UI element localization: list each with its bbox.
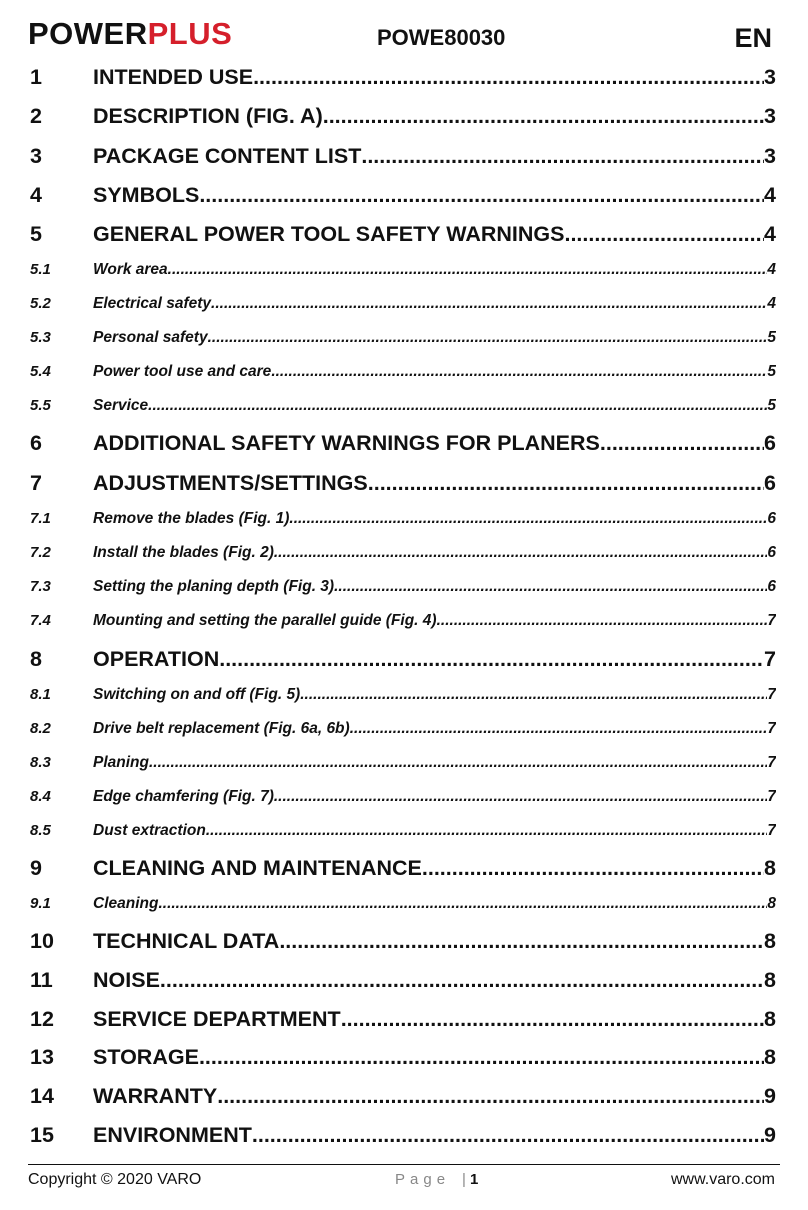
toc-entry-line: [93, 644, 776, 674]
toc-dot-leader: [160, 965, 764, 995]
toc-entry-number: 6: [30, 431, 42, 455]
toc-entry[interactable]: [0, 141, 808, 171]
toc-entry[interactable]: [0, 1004, 808, 1034]
toc-entry-line: [93, 1042, 776, 1072]
toc-entry-number: 9.1: [30, 895, 51, 912]
toc-entry[interactable]: [0, 396, 808, 416]
toc-dot-leader: [271, 362, 767, 382]
footer-divider: [28, 1164, 780, 1165]
page-separator: |: [462, 1171, 466, 1188]
toc-entry-number: 1: [30, 65, 42, 89]
toc-entry-title: SYMBOLS: [93, 183, 200, 207]
toc-entry-number: 14: [30, 1084, 54, 1108]
toc-entry-number: 8.5: [30, 822, 51, 839]
toc-entry-line: [93, 965, 776, 995]
toc-entry-title: Setting the planing depth (Fig. 3): [93, 578, 335, 595]
toc-entry-page: 4: [764, 183, 776, 207]
toc-entry-line: [93, 1081, 776, 1111]
logo-power: POWER: [28, 16, 148, 51]
toc-dot-leader: [208, 328, 768, 348]
toc-entry-title: PACKAGE CONTENT LIST: [93, 144, 362, 168]
toc-entry-title: WARRANTY: [93, 1084, 218, 1108]
toc-entry-number: 8.4: [30, 788, 51, 805]
toc-entry-page: 6: [767, 510, 776, 527]
toc-entry-line: [93, 362, 776, 382]
toc-entry-title: ADDITIONAL SAFETY WARNINGS FOR PLANERS: [93, 431, 600, 455]
toc-dot-leader: [206, 821, 768, 841]
logo-plus: PLUS: [147, 16, 233, 51]
page-header: [0, 0, 808, 62]
toc-entry-number: 8: [30, 647, 42, 671]
toc-entry-title: TECHNICAL DATA: [93, 929, 280, 953]
toc-entry[interactable]: [0, 328, 808, 348]
toc-entry-page: 4: [764, 222, 776, 246]
toc-entry-number: 12: [30, 1007, 54, 1031]
toc-entry-number: 2: [30, 104, 42, 128]
toc-entry-title: Install the blades (Fig. 2): [93, 544, 274, 561]
toc-dot-leader: [279, 926, 764, 956]
toc-entry-title: Mounting and setting the parallel guide (Fig. 4): [93, 612, 437, 629]
toc-entry[interactable]: [0, 685, 808, 705]
toc-entry[interactable]: [0, 219, 808, 249]
toc-entry[interactable]: [0, 577, 808, 597]
toc-entry-number: 11: [30, 968, 53, 992]
toc-entry-line: [93, 180, 776, 210]
toc-entry[interactable]: [0, 719, 808, 739]
toc-entry-title: ADJUSTMENTS/SETTINGS: [93, 471, 368, 495]
toc-entry-title: Personal safety: [93, 329, 208, 346]
toc-entry-page: 8: [764, 968, 776, 992]
toc-dot-leader: [368, 468, 764, 498]
toc-entry-number: 5: [30, 222, 42, 246]
toc-entry-number: 5.3: [30, 329, 51, 346]
toc-entry[interactable]: [0, 1042, 808, 1072]
toc-entry-title: ENVIRONMENT: [93, 1123, 252, 1147]
toc-dot-leader: [274, 787, 768, 807]
toc-entry-line: [93, 926, 776, 956]
toc-entry[interactable]: [0, 428, 808, 458]
toc-entry-page: 7: [764, 647, 776, 671]
toc-dot-leader: [564, 219, 764, 249]
toc-dot-leader: [217, 1081, 764, 1111]
toc-entry[interactable]: [0, 180, 808, 210]
toc-entry-number: 7: [30, 471, 42, 495]
toc-entry-line: [93, 1004, 776, 1034]
toc-entry-title: NOISE: [93, 968, 160, 992]
toc-entry-line: [93, 853, 776, 883]
toc-entry-number: 7.2: [30, 544, 51, 561]
toc-entry-number: 4: [30, 183, 42, 207]
toc-entry-line: [93, 685, 776, 705]
toc-entry-line: [93, 1120, 776, 1150]
toc-entry-line: [93, 141, 776, 171]
language-code: EN: [734, 23, 772, 53]
toc-dot-leader: [158, 894, 767, 914]
toc-entry[interactable]: [0, 260, 808, 280]
page-number: 1: [470, 1171, 479, 1188]
toc-dot-leader: [211, 294, 767, 314]
toc-entry[interactable]: [0, 644, 808, 674]
toc-entry-number: 10: [30, 929, 54, 953]
toc-dot-leader: [341, 1004, 764, 1034]
toc-entry[interactable]: [0, 509, 808, 529]
toc-entry[interactable]: [0, 468, 808, 498]
toc-entry-page: 6: [767, 578, 776, 595]
toc-entry-title: Dust extraction: [93, 822, 206, 839]
toc-entry-title: Service: [93, 397, 149, 414]
brand-logo: [28, 18, 232, 50]
toc-entry[interactable]: [0, 611, 808, 631]
toc-entry-title: Work area: [93, 261, 168, 278]
toc-entry-number: 8.2: [30, 720, 51, 737]
toc-entry-title: Electrical safety: [93, 295, 212, 312]
toc-entry-title: OPERATION: [93, 647, 220, 671]
toc-entry-page: 4: [767, 295, 776, 312]
toc-dot-leader: [437, 611, 768, 631]
toc-dot-leader: [289, 509, 767, 529]
toc-entry[interactable]: [0, 543, 808, 563]
toc-entry-page: 9: [764, 1123, 776, 1147]
toc-dot-leader: [148, 396, 767, 416]
toc-entry-title: CLEANING AND MAINTENANCE: [93, 856, 422, 880]
toc-dot-leader: [274, 543, 768, 563]
page-label: Page: [395, 1171, 451, 1188]
toc-dot-leader: [252, 1120, 764, 1150]
toc-entry-title: Drive belt replacement (Fig. 6a, 6b): [93, 720, 350, 737]
toc-entry-line: [93, 719, 776, 739]
toc-entry[interactable]: [0, 101, 808, 131]
toc-entry-line: [93, 260, 776, 280]
toc-entry-line: [93, 101, 776, 131]
toc-entry-page: 4: [767, 261, 776, 278]
model-number: POWE80030: [377, 25, 506, 50]
toc-entry-number: 5.2: [30, 295, 51, 312]
toc-entry-line: [93, 821, 776, 841]
toc-entry-number: 8.3: [30, 754, 51, 771]
toc-dot-leader: [199, 1042, 764, 1072]
toc-entry[interactable]: [0, 894, 808, 914]
toc-entry-page: 9: [764, 1084, 776, 1108]
toc-entry-title: STORAGE: [93, 1045, 199, 1069]
toc-entry[interactable]: [0, 294, 808, 314]
toc-entry-line: [93, 894, 776, 914]
toc-entry[interactable]: [0, 926, 808, 956]
toc-entry-page: 3: [764, 144, 776, 168]
toc-entry-title: Cleaning: [93, 895, 159, 912]
toc-dot-leader: [168, 260, 768, 280]
toc-entry-number: 5.5: [30, 397, 51, 414]
toc-entry-page: 3: [764, 104, 776, 128]
toc-entry-page: 7: [767, 720, 776, 737]
copyright-text: Copyright © 2020 VARO: [28, 1171, 202, 1188]
toc-entry-page: 5: [767, 397, 776, 414]
toc-entry-page: 3: [764, 65, 776, 89]
toc-entry-number: 5.1: [30, 261, 51, 278]
toc-entry-number: 3: [30, 144, 42, 168]
toc-entry-title: GENERAL POWER TOOL SAFETY WARNINGS: [93, 222, 565, 246]
toc-entry-title: SERVICE DEPARTMENT: [93, 1007, 341, 1031]
toc-entry-title: Planing: [93, 754, 149, 771]
toc-entry-line: [93, 753, 776, 773]
toc-entry-number: 7.4: [30, 612, 51, 629]
toc-entry[interactable]: [0, 1081, 808, 1111]
page-footer: [0, 1170, 808, 1194]
toc-entry-number: 15: [30, 1123, 54, 1147]
toc-entry-page: 7: [767, 612, 776, 629]
toc-entry-title: Power tool use and care: [93, 363, 272, 380]
toc-entry-line: [93, 509, 776, 529]
toc-entry[interactable]: [0, 821, 808, 841]
toc-entry-title: Remove the blades (Fig. 1): [93, 510, 290, 527]
toc-entry-line: [93, 328, 776, 348]
toc-dot-leader: [300, 685, 767, 705]
toc-entry-page: 6: [767, 544, 776, 561]
toc-entry-title: INTENDED USE: [93, 65, 254, 89]
toc-entry-page: 7: [767, 822, 776, 839]
toc-entry-line: [93, 219, 776, 249]
toc-entry-line: [93, 543, 776, 563]
toc-entry-title: Edge chamfering (Fig. 7): [93, 788, 274, 805]
toc-entry-page: 5: [767, 329, 776, 346]
toc-entry[interactable]: [0, 62, 808, 92]
toc-entry-line: [93, 468, 776, 498]
toc-entry-line: [93, 396, 776, 416]
toc-entry-page: 7: [767, 788, 776, 805]
toc-entry-page: 5: [767, 363, 776, 380]
toc-entry[interactable]: [0, 1120, 808, 1150]
toc-dot-leader: [334, 577, 767, 597]
toc-entry-page: 8: [764, 856, 776, 880]
toc-entry-number: 5.4: [30, 363, 51, 380]
toc-dot-leader: [600, 428, 764, 458]
toc-entry-page: 8: [764, 1007, 776, 1031]
toc-entry-line: [93, 577, 776, 597]
toc-dot-leader: [350, 719, 768, 739]
toc-entry-number: 8.1: [30, 686, 51, 703]
toc-entry-number: 7.1: [30, 510, 51, 527]
toc-entry[interactable]: [0, 787, 808, 807]
toc-entry-page: 7: [767, 754, 776, 771]
toc-entry-number: 9: [30, 856, 42, 880]
toc-entry[interactable]: [0, 753, 808, 773]
toc-dot-leader: [199, 180, 764, 210]
website-link[interactable]: www.varo.com: [670, 1171, 775, 1188]
toc-entry-number: 13: [30, 1045, 54, 1069]
toc-entry-page: 6: [764, 431, 776, 455]
toc-entry-page: 6: [764, 471, 776, 495]
toc-entry[interactable]: [0, 965, 808, 995]
toc-dot-leader: [361, 141, 764, 171]
toc-entry-page: 8: [764, 1045, 776, 1069]
toc-dot-leader: [253, 62, 764, 92]
toc-dot-leader: [422, 853, 764, 883]
toc-dot-leader: [219, 644, 764, 674]
toc-entry[interactable]: [0, 853, 808, 883]
toc-entry-line: [93, 611, 776, 631]
toc-dot-leader: [149, 753, 767, 773]
toc-entry-line: [93, 787, 776, 807]
toc-dot-leader: [323, 101, 764, 131]
toc-entry-page: 8: [764, 929, 776, 953]
toc-entry-line: [93, 428, 776, 458]
toc-entry-page: 7: [767, 686, 776, 703]
toc-entry-line: [93, 62, 776, 92]
toc-entry-number: 7.3: [30, 578, 51, 595]
toc-entry-page: 8: [767, 895, 776, 912]
toc-entry-line: [93, 294, 776, 314]
toc-entry-title: DESCRIPTION (FIG. A): [93, 104, 323, 128]
toc-entry-title: Switching on and off (Fig. 5): [93, 686, 301, 703]
toc-entry[interactable]: [0, 362, 808, 382]
